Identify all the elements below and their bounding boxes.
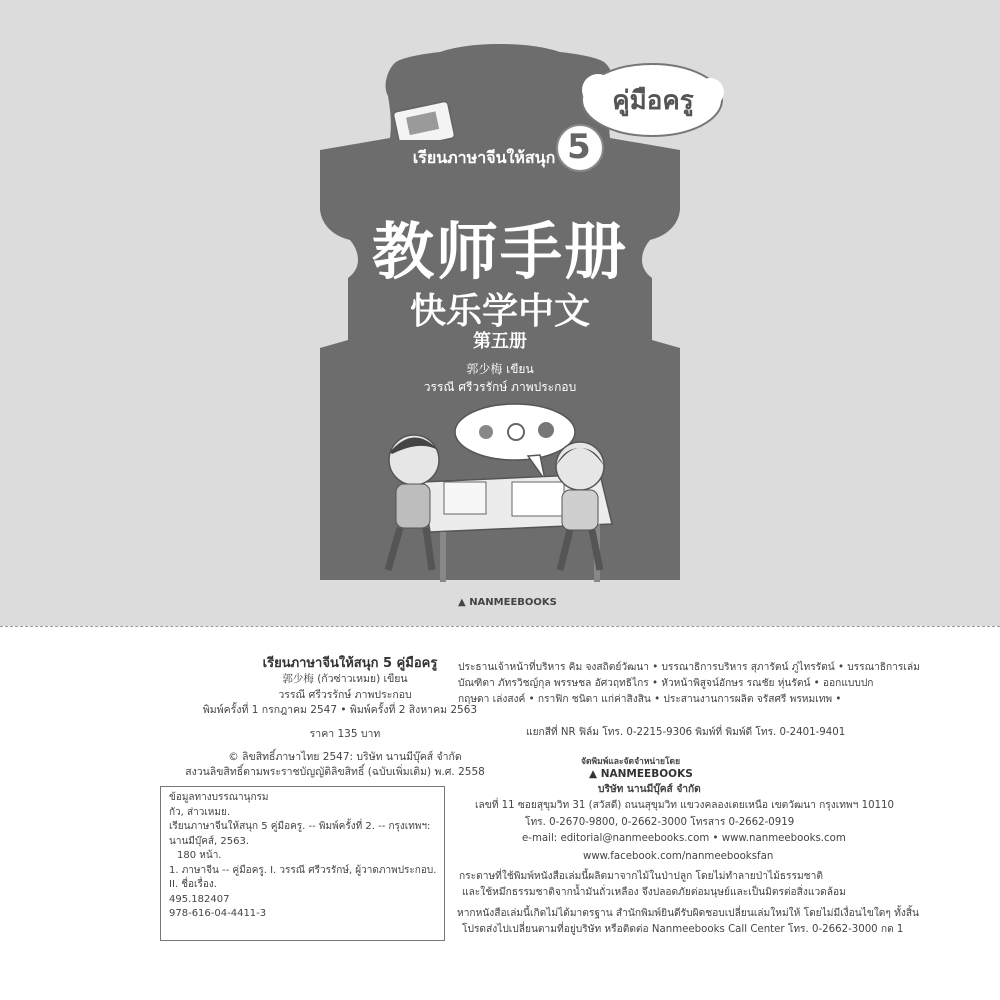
catalog-line: เรียนภาษาจีนให้สนุก 5 คู่มือครู. -- พิมพ์ครั้งที่ 2. -- กรุงเทพฯ: — [169, 821, 431, 832]
catalog-line: นานมีบุ๊คส์, 2563. — [169, 835, 250, 847]
book-icon: ▲ — [458, 597, 466, 608]
company-address: เลขที่ 11 ซอยสุขุมวิท 31 (สวัสดี) ถนนสุขุมวิท แขวงคลองเตยเหนือ เขตวัฒนา กรุงเทพฯ 10110 — [475, 800, 895, 811]
colophon-print-history: พิมพ์ครั้งที่ 1 กรกฎาคม 2547 • พิมพ์ครั้งที่ 2 สิงหาคม 2563 — [202, 704, 478, 716]
distributor-logo — [589, 767, 693, 783]
distributor-logo-text: NANMEEBOOKS — [600, 768, 693, 780]
book-icon: ▲ — [589, 768, 598, 780]
printing-info: แยกสีที่ NR ฟิล์ม โทร. 0-2215-9306 พิมพ์ที่ พิมพ์ดี โทร. 0-2401-9401 — [526, 727, 846, 738]
environment-note: และใช้หมึกธรรมชาติจากน้ำมันถั่วเหลือง จึงปลอดภัยต่อมนุษย์และเป็นมิตรต่อสิ่งแวดล้อม — [462, 887, 846, 898]
colophon-price: ราคา 135 บาท — [309, 728, 381, 740]
colophon-illustrator: วรรณี ศรีวรรักษ์ ภาพประกอบ — [278, 689, 412, 701]
catalog-line: ข้อมูลทางบรรณานุกรม — [169, 792, 269, 803]
catalog-line: 1. ภาษาจีน -- คู่มือครู. I. วรรณี ศรีวรรักษ์, ผู้วาดภาพประกอบ. — [169, 864, 437, 876]
staff-credits-line: ประธานเจ้าหน้าที่บริหาร คิม จงสถิตย์วัฒนา • บรรณาธิการบริหาร สุภารัตน์ ภู่ไทรรัตน์ • บรรณาธิการเล่ม — [458, 662, 920, 673]
teacher-manual-badge: คู่มือครู — [612, 86, 694, 116]
staff-credits-line: บัณฑิตา ภัทรวิชญ์กุล พรรษชล อัศวฤทธิไกร • หัวหน้าพิสูจน์อักษร รณชัย หุ่นรัตน์ • ออกแบบปก — [458, 678, 874, 689]
company-phone: โทร. 0-2670-9800, 0-2662-3000 โทรสาร 0-2662-0919 — [525, 817, 795, 828]
catalog-data-box — [160, 786, 445, 941]
catalog-line: 495.182407 — [169, 893, 230, 905]
facebook-page: www.facebook.com/nanmeebooksfan — [583, 851, 774, 862]
cover-illustrator-credit: วรรณี ศรีวรรักษ์ ภาพประกอบ — [423, 380, 577, 394]
colophon-author: 郭少梅 (กัวซ่าวเหมย) เขียน — [282, 673, 408, 685]
company-email: e-mail: editorial@nanmeebooks.com • www.nanmeebooks.com — [522, 833, 846, 844]
chinese-subtitle: 快乐学中文 — [409, 291, 590, 332]
catalog-line: II. ชื่อเรื่อง. — [169, 879, 217, 890]
company-name: บริษัท นานมีบุ๊คส์ จำกัด — [598, 784, 701, 795]
colophon-copyright: © ลิขสิทธิ์ภาษาไทย 2547: บริษัท นานมีบุ๊คส์ จำกัด — [228, 751, 462, 763]
publisher-logo-text: NANMEEBOOKS — [469, 597, 557, 608]
chinese-volume: 第五册 — [473, 331, 527, 352]
chinese-title: 教师手册 — [371, 215, 628, 288]
cut-line-divider — [0, 626, 1000, 627]
publisher-logo — [458, 597, 598, 608]
distributor-label: จัดพิมพ์และจัดจำหน่ายโดย — [581, 757, 681, 767]
replacement-note: หากหนังสือเล่มนี้เกิดไม่ได้มาตรฐาน สำนักพิมพ์ยินดีรับผิดชอบเปลี่ยนเล่มใหม่ให้ โดยไม่มีเงื่อนไขใดๆ ทั้งสิ้น — [457, 908, 920, 919]
series-title: เรียนภาษาจีนให้สนุก — [412, 148, 556, 167]
colophon-title: เรียนภาษาจีนให้สนุก 5 คู่มือครู — [262, 656, 438, 671]
colophon-copyright-law: สงวนลิขสิทธิ์ตามพระราชบัญญัติลิขสิทธิ์ (ฉบับเพิ่มเติม) พ.ศ. 2558 — [185, 766, 485, 778]
replacement-note: โปรดส่งไปเปลี่ยนตามที่อยู่บริษัท หรือติดต่อ Nanmeebooks Call Center โทร. 0-2662-3000 กด 1 — [462, 924, 904, 935]
catalog-line: 180 หน้า. — [177, 850, 222, 861]
staff-credits-line: กฤษดา เล่งสงค์ • กราฟิก ชนิดา แก่ค่าสิงสิน • ประสานงานการผลิต จรัสศรี พรหมเทพ • — [458, 694, 842, 705]
catalog-line: 978-616-04-4411-3 — [169, 908, 267, 919]
environment-note: กระดาษที่ใช้พิมพ์หนังสือเล่มนี้ผลิตมาจากไม้ในป่าปลูก โดยไม่ทำลายป่าไม้ธรรมชาติ — [459, 871, 823, 882]
cover-author-credit: 郭少梅 เขียน — [466, 362, 534, 376]
series-number: 5 — [567, 127, 591, 167]
catalog-line: กัว, ส่าวเหมย. — [169, 806, 231, 818]
